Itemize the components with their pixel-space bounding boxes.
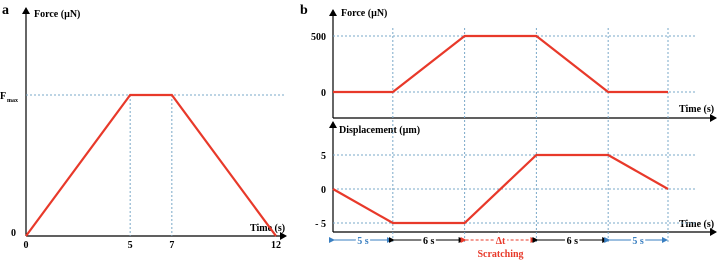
- panel-a-xtick-label: 12: [271, 240, 281, 251]
- panel-b-segment-label: 5 s: [357, 236, 369, 247]
- panel-a-xtick-label: 5: [127, 240, 133, 251]
- panel-a-force-line: [26, 95, 276, 236]
- panel-a-label: a: [2, 3, 9, 18]
- panel-a: [0, 3, 286, 251]
- panel-a-ticks: [0, 91, 281, 251]
- panel-b-disp-ytick-label: - 5: [315, 219, 326, 230]
- panel-b-force-ytick-label: 0: [321, 88, 326, 99]
- panel-a-grid: [26, 95, 286, 236]
- panel-a-xtick-label: 7: [169, 240, 175, 251]
- panel-b-force-ylabel: Force (µN): [341, 8, 388, 19]
- panel-b-segment-sublabel: Scratching: [477, 249, 524, 260]
- panel-a-xlabel: Time (s): [250, 223, 286, 234]
- panel-a-series: [26, 95, 276, 236]
- panel-b-disp-ytick-label: 5: [321, 151, 326, 162]
- panel-b-time-segments: [334, 236, 667, 260]
- panel-a-ylabel: Force (µN): [34, 9, 81, 20]
- panel-b-force-line: [333, 36, 668, 92]
- panel-b-segment-label: 6 s: [566, 236, 578, 247]
- panel-b: [300, 3, 716, 260]
- panel-b-disp-ytick-label: 0: [321, 185, 326, 196]
- panel-b-segment-label: 6 s: [423, 236, 435, 247]
- panel-b-disp-xlabel: Time (s): [679, 219, 715, 230]
- panel-b-segment-label: Δt: [495, 236, 506, 247]
- panel-a-ytick-label: 0: [11, 228, 16, 239]
- panel-b-force-xlabel: Time (s): [679, 104, 715, 115]
- panel-b-disp-ylabel: Displacement (µm): [339, 125, 421, 136]
- panel-b-grid: [333, 28, 695, 244]
- panel-a-ytick-subscript: max: [7, 98, 18, 104]
- panel-a-xtick-label: 0: [23, 240, 29, 251]
- panel-b-force-ytick-label: 500: [311, 32, 326, 43]
- panel-b-label: b: [300, 3, 308, 18]
- panel-b-ticks: [311, 32, 326, 230]
- panel-a-ytick-label: F: [0, 91, 7, 102]
- panel-b-segment-label: 5 s: [632, 236, 644, 247]
